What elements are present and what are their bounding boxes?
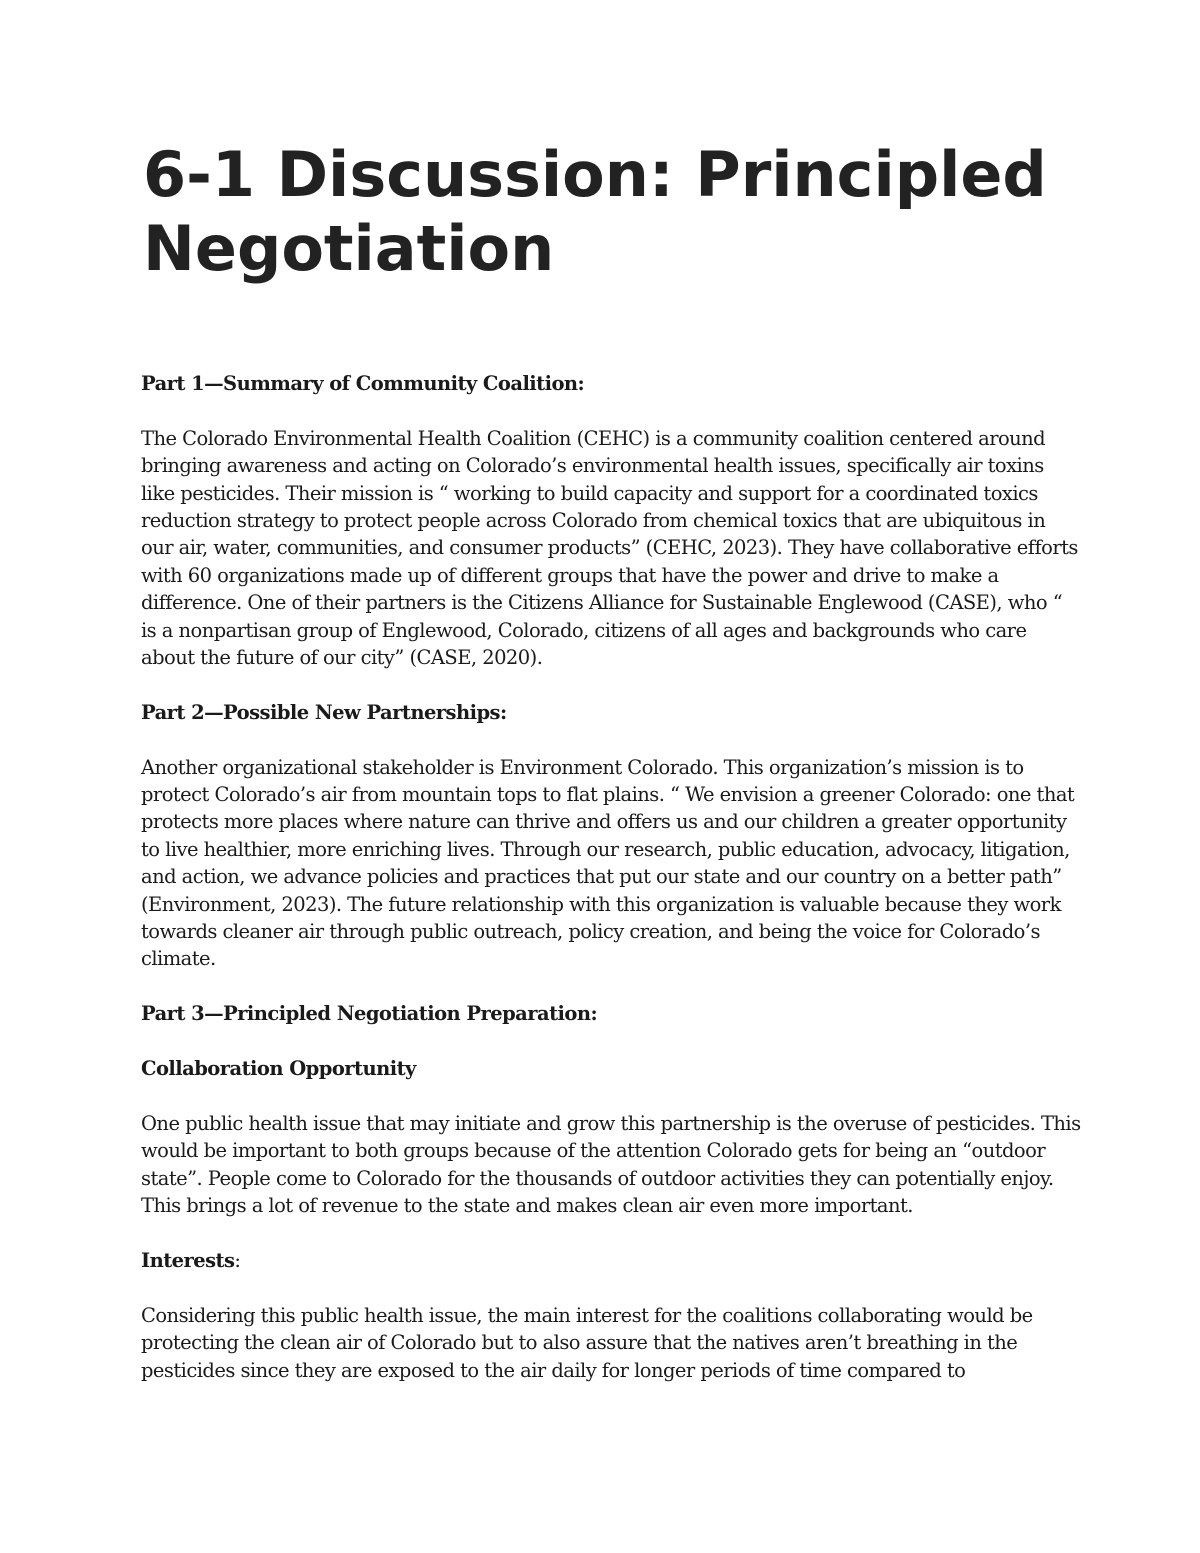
part2-paragraph: Another organizational stakeholder is Environment Colorado. This organization’s mission is to protect Colorado’s air from mountain tops to flat plains. “ We envision a greener Colorado: one that protects more places where nature can thrive and offers us and our children a greater opportunity to live healthier, more enriching lives. Through our research, public education, advocacy, litigation, and action, we advance policies and practices that put our state and our country on a better path” (Environment, 2023). The future relationship with this organization is valuable because they work towards cleaner air through public outreach, policy creation, and being the voice for Colorado’s climate. [141, 755, 1075, 971]
part1-paragraph: The Colorado Environmental Health Coalition (CEHC) is a community coalition centered around bringing awareness and acting on Colorado’s environmental health issues, specifically air toxins like pesticides. Their mission is “ working to build capacity and support for a coordinated toxics reduction strategy to protect people across Colorado from chemical toxics that are ubiquitous in our air, water, communities, and consumer products” (CEHC, 2023). They have collaborative efforts with 60 organizations made up of different groups that have the power and drive to make a difference. One of their partners is the Citizens Alliance for Sustainable Englewood (CASE), who “ is a nonpartisan group of Englewood, Colorado, citizens of all ages and backgrounds who care about the future of our city” (CASE, 2020). [141, 426, 1078, 670]
interests-paragraph: Considering this public health issue, the main interest for the coalitions collaborating would be protecting the clean air of Colorado but to also assure that the natives aren’t breathing in the pesticides since they are exposed to the air daily for longer periods of time compared to [141, 1303, 1033, 1382]
document-title: 6-1 Discussion: Principled Negotiation [143, 138, 1047, 285]
part3-heading: Part 3—Principled Negotiation Preparation: [141, 1002, 598, 1026]
part2-heading: Part 2—Possible New Partnerships: [141, 700, 507, 724]
interests-colon: : [234, 1248, 241, 1272]
collaboration-heading: Collaboration Opportunity [141, 1057, 416, 1081]
collaboration-paragraph: One public health issue that may initiate and grow this partnership is the overuse of pesticides. This would be important to both groups because of the attention Colorado gets for being an “outdoor state”. People come to Colorado for the thousands of outdoor activities they can potentially enjoy. This brings a lot of revenue to the state and makes clean air even more important. [141, 1111, 1081, 1218]
interests-heading: Interests [141, 1248, 235, 1272]
part1-heading: Part 1—Summary of Community Coalition: [141, 372, 585, 395]
document-body [141, 370, 1081, 1411]
interests-heading-line [141, 1247, 1081, 1274]
